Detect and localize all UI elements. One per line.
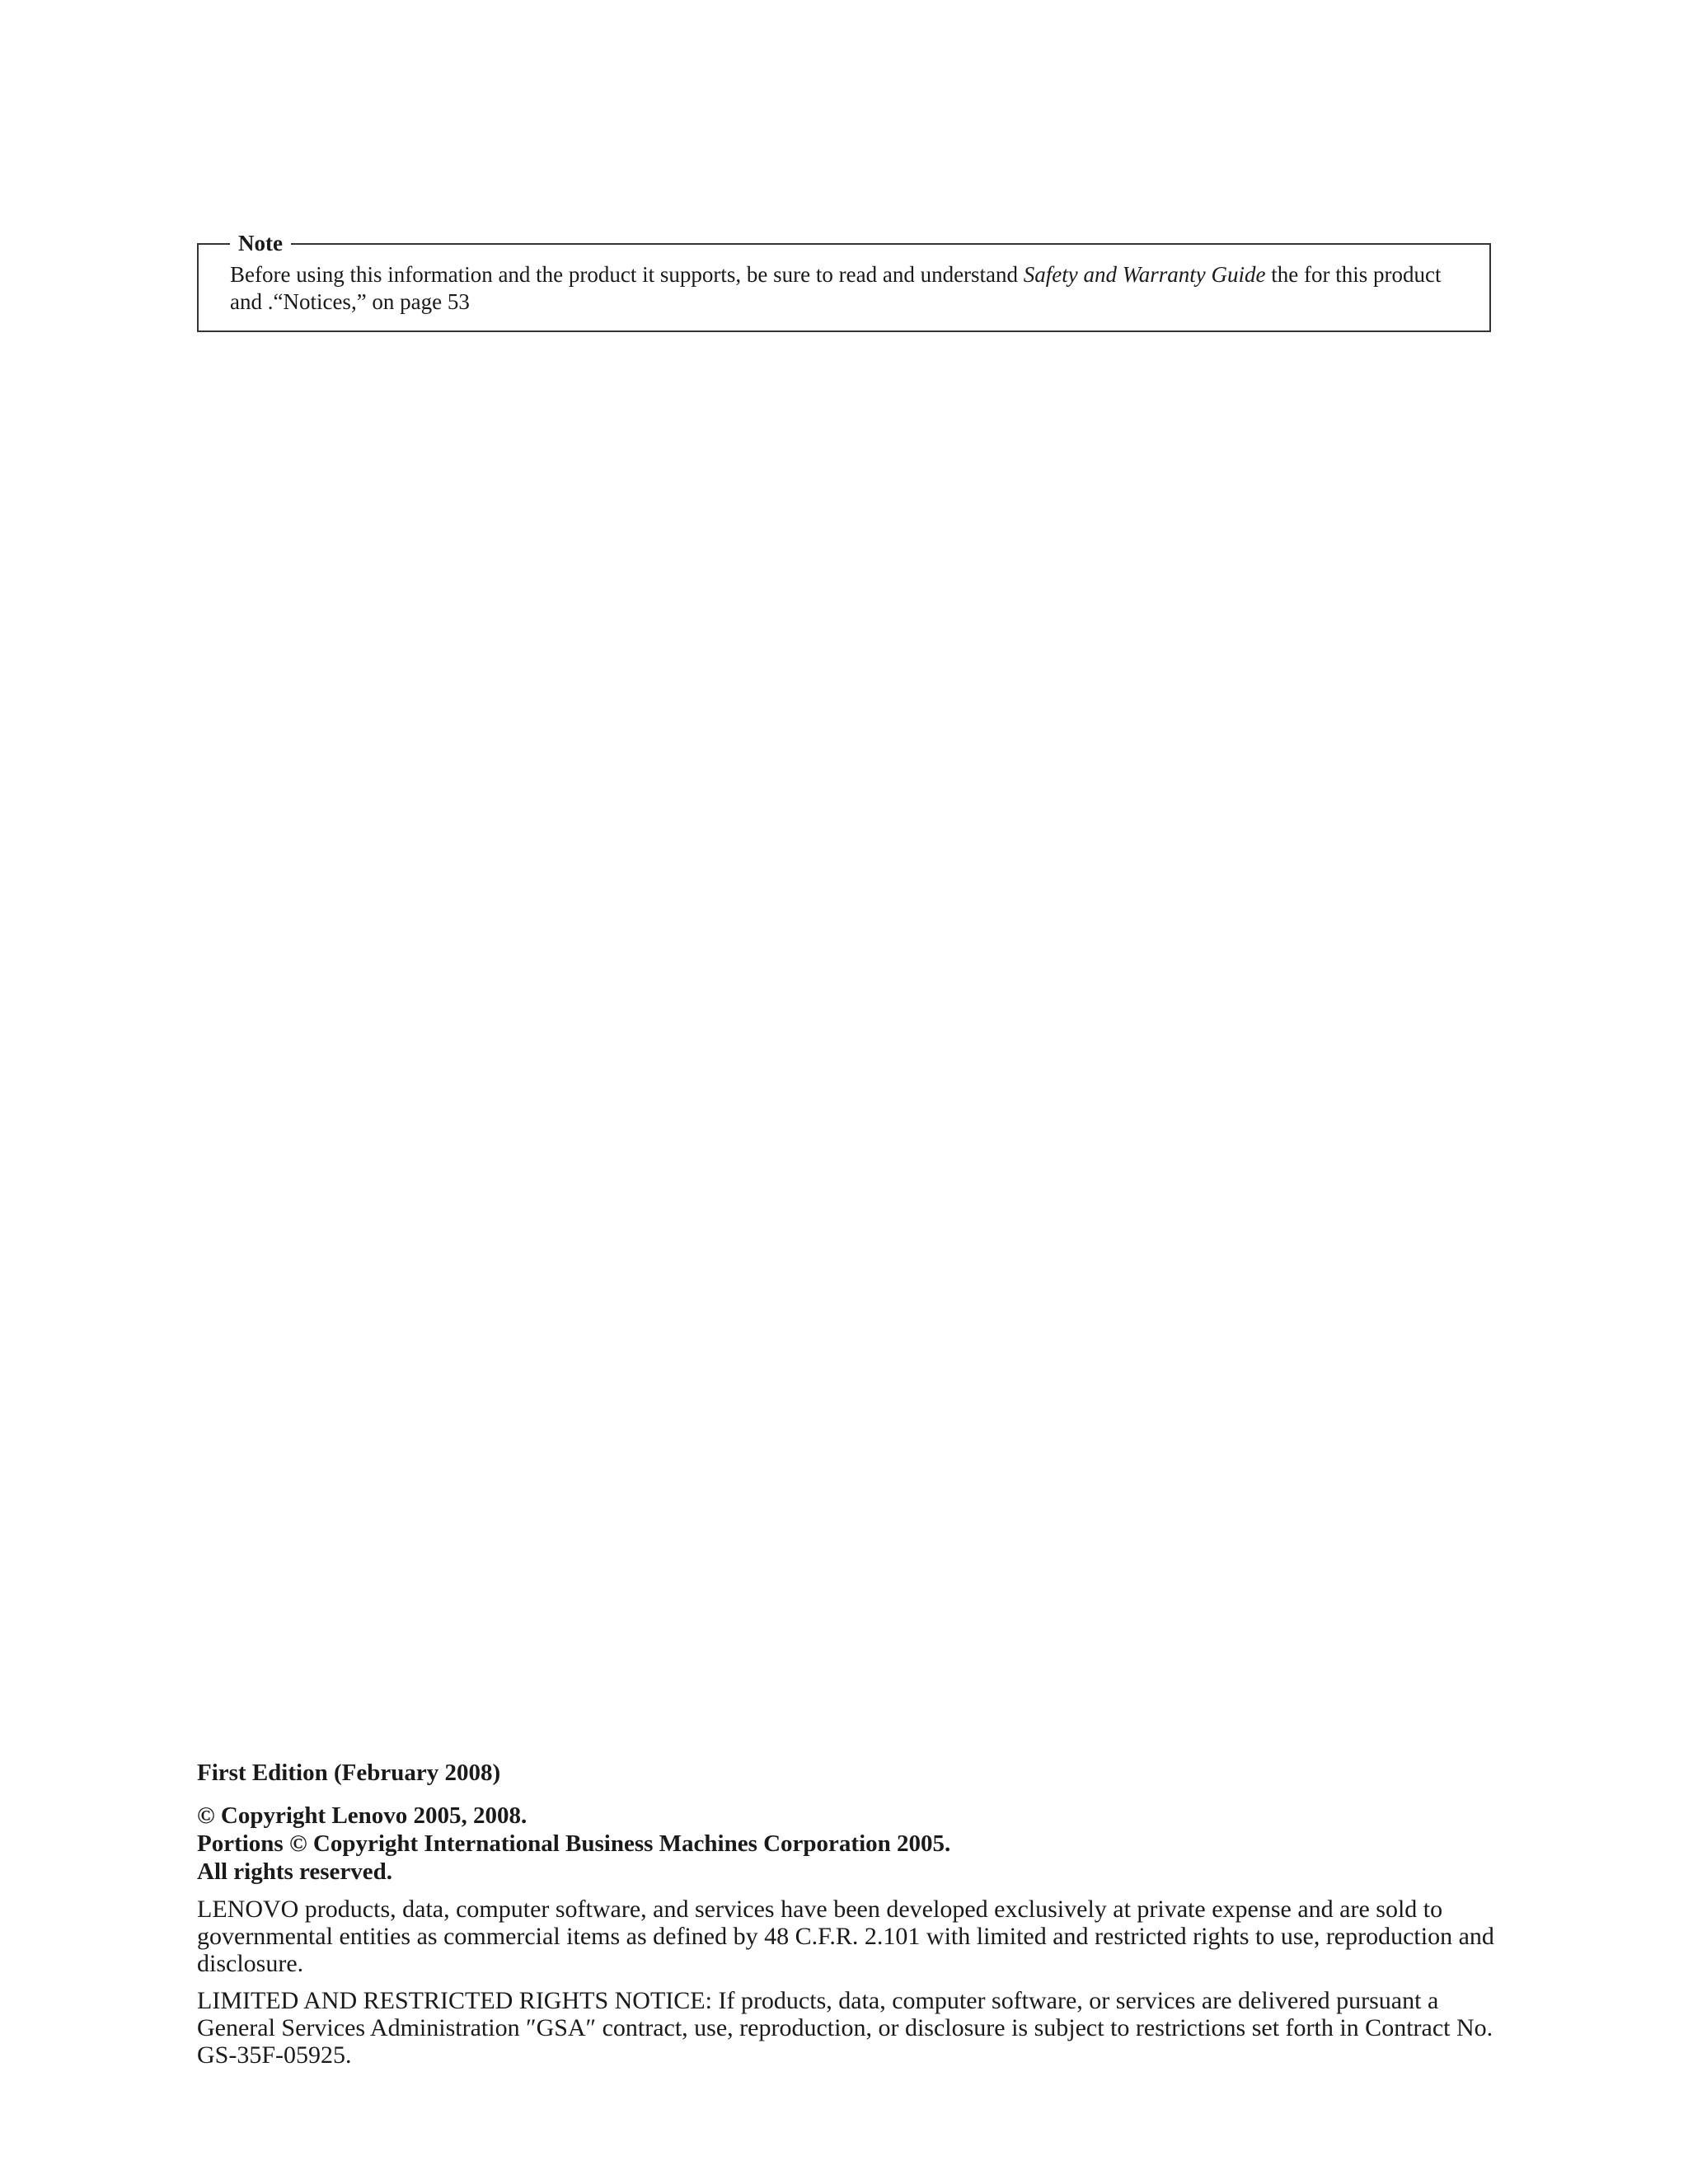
copyright-line-lenovo: © Copyright Lenovo 2005, 2008.	[197, 1802, 528, 1829]
lenovo-products-paragraph: LENOVO products, data, computer software, and services have been developed exclusively at private expense and are sold to governmental entities as commercial items as defined by 48 C.F.R. 2.101 with limited and restricted rights to use, reproduction and disclosure.	[197, 1896, 1494, 1977]
note-box	[197, 231, 1491, 332]
copyright-line-ibm: Portions © Copyright International Business Machines Corporation 2005.	[197, 1830, 951, 1857]
copyright-group	[197, 1802, 1499, 1886]
note-text-guide-title: Safety and Warranty Guide	[1023, 262, 1266, 287]
edition-notice	[197, 1759, 1499, 2079]
restricted-rights-paragraph: LIMITED AND RESTRICTED RIGHTS NOTICE: If products, data, computer software, or services are delivered pursuant a General Services Administration ″GSA″ contract, use, reproduction, or disclosure is subject to restrictions set forth in Contract No. GS-35F-05925.	[197, 1987, 1493, 2069]
note-text	[230, 261, 1458, 316]
note-text-before: Before using this information and the product it supports, be sure to read and understand	[230, 262, 1024, 287]
edition-line: First Edition (February 2008)	[197, 1760, 501, 1786]
copyright-line-rights: All rights reserved.	[197, 1858, 393, 1885]
note-title: Note	[230, 230, 291, 256]
note-text-after: the for this product and .“Notices,” on page 53	[230, 262, 1442, 314]
